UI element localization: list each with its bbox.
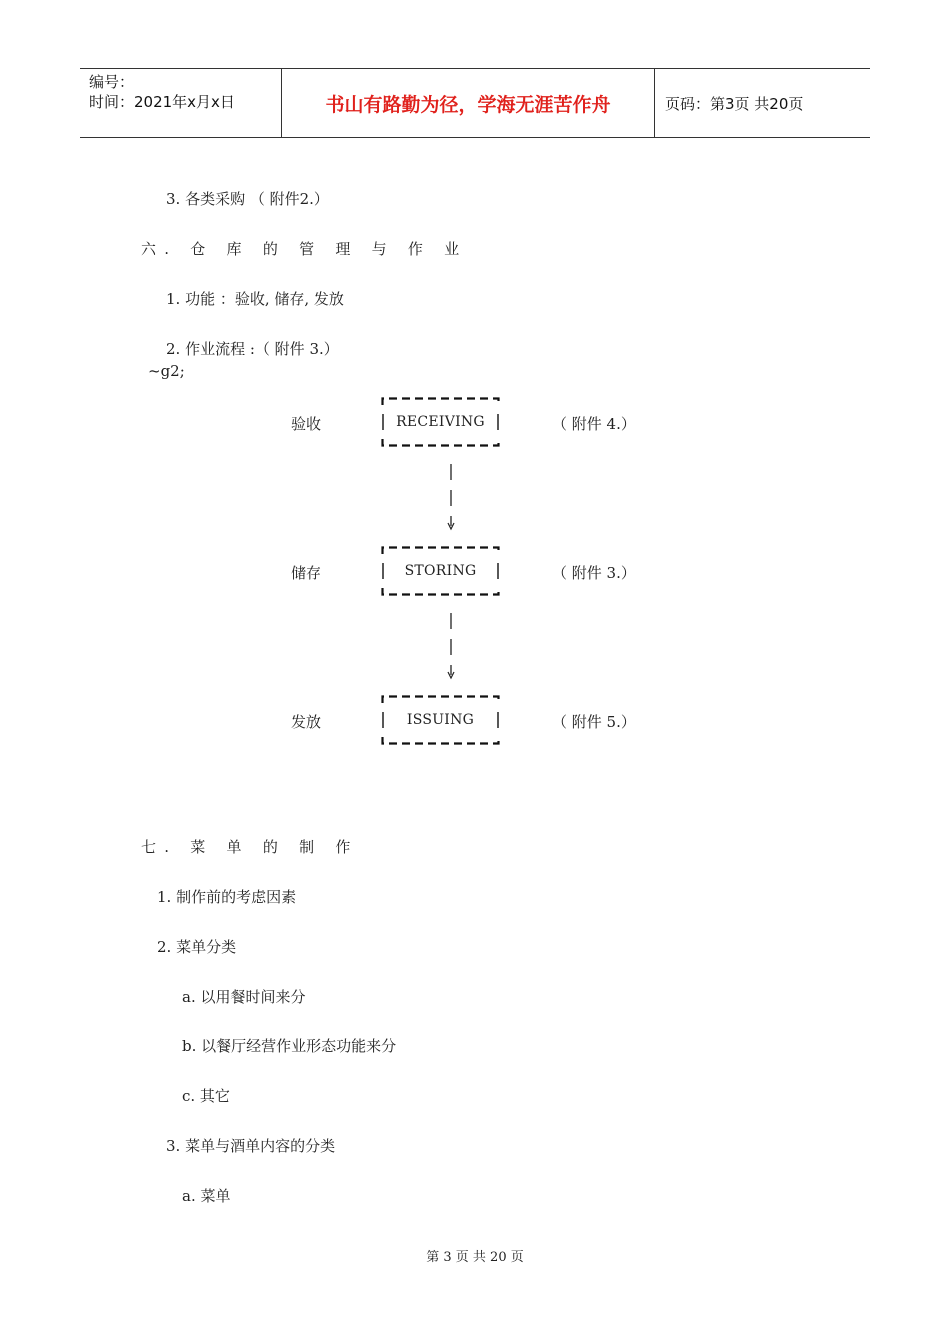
flow-box [381,397,500,447]
flow-step-label: 发放 [291,713,322,731]
flow-step-note: （ 附件 3.） [552,564,636,582]
flow-box-label: RECEIVING [396,414,485,430]
section-7-item-3a: a. 菜单 [182,1187,231,1205]
flow-step-note: （ 附件 4.） [552,415,636,433]
header-time: 时间：2021年x月x日 [89,93,235,111]
flow-box-label: STORING [404,563,477,579]
section-6-title: 六. 仓 库 的 管 理 与 作 业 [141,240,468,258]
header-divider [654,69,655,137]
section-7-item-2c: c. 其它 [182,1087,230,1105]
section-6-item-2: 2. 作业流程 :（ 附件 3.） [166,340,339,358]
section-7-item-2b: b. 以餐厅经营作业形态功能来分 [182,1037,397,1055]
header-page-count: 页码：第3页 共20页 [665,94,804,113]
flow-box-label: ISSUING [406,712,475,728]
section-7-title: 七. 菜 单 的 制 作 [141,838,359,856]
header-motto: 书山有路勤为径，学海无涯苦作舟 [325,93,611,116]
header-meta [89,72,235,112]
page-footer: 第 3 页 共 20 页 [426,1250,524,1265]
section-7-item-2: 2. 菜单分类 [157,938,237,956]
page-header [80,68,870,138]
flow-box [381,546,500,596]
section-7-item-2a: a. 以用餐时间来分 [182,988,306,1006]
section-7-item-1: 1. 制作前的考虑因素 [157,888,297,906]
flow-box [381,695,500,745]
section-6-item-1: 1. 功能 ：验收, 储存, 发放 [166,290,344,308]
down-arrow-icon [445,611,457,681]
header-number: 编号： [89,73,135,91]
flow-step-label: 储存 [291,564,322,582]
down-arrow-icon [445,462,457,532]
purchase-line: 3. 各类采购 （ 附件2.） [166,190,329,208]
stray-text: ~g2; [148,362,185,380]
section-7-item-3: 3. 菜单与酒单内容的分类 [166,1137,336,1155]
flow-step-note: （ 附件 5.） [552,713,636,731]
flow-step-label: 验收 [291,415,322,433]
